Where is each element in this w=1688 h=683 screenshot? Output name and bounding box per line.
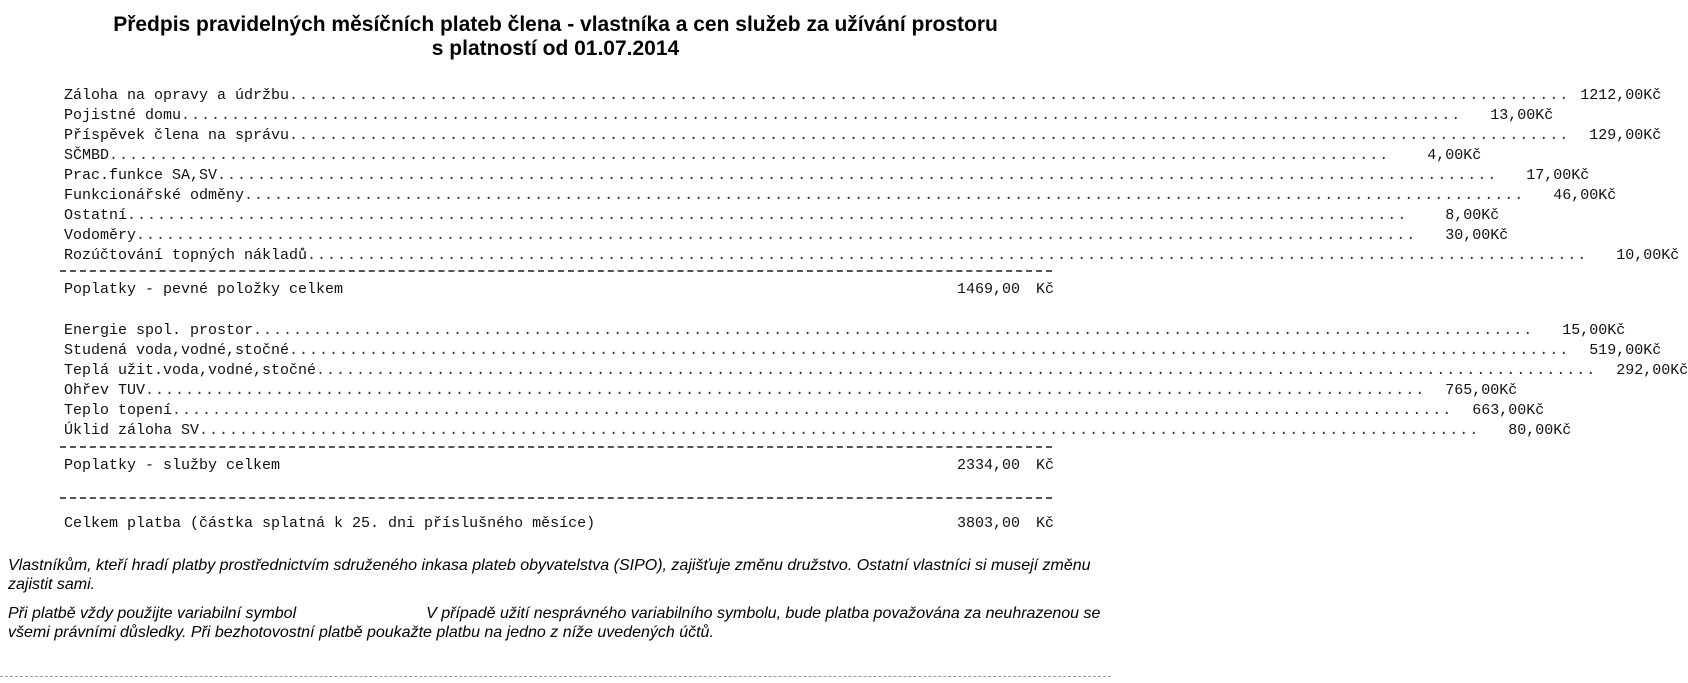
- line-item-row: [64, 359, 1688, 379]
- line-item-currency: Kč: [1598, 187, 1617, 204]
- line-item-label: Energie spol. prostor: [64, 322, 254, 339]
- line-item-amount: 4,00: [1427, 147, 1464, 164]
- line-item-label: Rozúčtování topných nákladů: [64, 247, 308, 264]
- document-subtitle-validity: s platností od 01.07.2014: [431, 37, 680, 60]
- fixed-total-amount: 1469,00: [956, 281, 1020, 298]
- grand-total-currency: Kč: [1035, 515, 1054, 532]
- line-item-currency: Kč: [1553, 422, 1572, 439]
- line-item-row: [64, 399, 1545, 419]
- vs-note-part2: V případě užití nesprávného variabilního symbolu, bude platba považována za neuhrazenou se všemi právními důsledky. Při bezhotovostní platbě poukažte platbu na jedno z níže uvedených účtů.: [8, 605, 1101, 641]
- leader-dots: ................................................................................................................................: [109, 147, 1390, 164]
- leader-dots: ................................................................................................................................: [127, 207, 1408, 224]
- line-item-amount: 8,00: [1445, 207, 1482, 224]
- line-item-currency: Kč: [1643, 87, 1662, 104]
- variable-symbol-note: [8, 604, 1103, 642]
- line-item-amount: 519,00: [1589, 342, 1644, 359]
- leader-dots: ................................................................................................................................: [172, 402, 1453, 419]
- line-item-currency: Kč: [1607, 322, 1626, 339]
- line-item-amount: 15,00: [1562, 322, 1608, 339]
- line-item-currency: Kč: [1661, 247, 1680, 264]
- document-title: Předpis pravidelných měsíčních plateb člena - vlastníka a cen služeb za užívání prostoru: [113, 13, 998, 36]
- leader-dots: ................................................................................................................................: [307, 247, 1588, 264]
- line-item-label: Teplo topení: [64, 402, 173, 419]
- line-item-label: Vodoměry: [64, 227, 137, 244]
- line-item-amount: 13,00: [1490, 107, 1536, 124]
- line-item-currency: Kč: [1643, 127, 1662, 144]
- leader-dots: ................................................................................................................................: [217, 167, 1498, 184]
- section-divider: [60, 497, 1052, 499]
- fixed-items-total-row: [64, 278, 1054, 298]
- line-item-currency: Kč: [1463, 147, 1482, 164]
- services-total-amount: 2334,00: [956, 457, 1020, 474]
- line-item-label: Příspěvek člena na správu: [64, 127, 290, 144]
- services-total-currency: Kč: [1035, 457, 1054, 474]
- leader-dots: ................................................................................................................................: [289, 87, 1570, 104]
- line-item-amount: 30,00: [1445, 227, 1491, 244]
- line-item-row: [64, 124, 1662, 144]
- line-item-currency: Kč: [1490, 227, 1509, 244]
- line-item-row: [64, 244, 1680, 264]
- leader-dots: ................................................................................................................................: [136, 227, 1417, 244]
- section-divider: [60, 270, 1052, 272]
- line-item-row: [64, 319, 1626, 339]
- line-item-label: Ostatní: [64, 207, 128, 224]
- line-item-currency: Kč: [1643, 342, 1662, 359]
- leader-dots: ................................................................................................................................: [181, 107, 1462, 124]
- fixed-total-label: Poplatky - pevné položky celkem: [64, 281, 344, 298]
- line-item-amount: 46,00: [1553, 187, 1599, 204]
- line-item-amount: 663,00: [1472, 402, 1527, 419]
- line-item-currency: Kč: [1670, 362, 1688, 379]
- line-item-label: Záloha na opravy a údržbu: [64, 87, 290, 104]
- line-item-label: Úklid záloha SV: [64, 422, 200, 439]
- line-item-label: Pojistné domu: [64, 107, 182, 124]
- line-item-amount: 17,00: [1526, 167, 1572, 184]
- line-item-amount: 1212,00: [1580, 87, 1644, 104]
- vs-note-part1: Při platbě vždy použijte variabilní symbol: [8, 605, 297, 622]
- leader-dots: ................................................................................................................................: [145, 382, 1426, 399]
- line-item-label: Funkcionářské odměny: [64, 187, 245, 204]
- line-item-amount: 292,00: [1616, 362, 1671, 379]
- leader-dots: ................................................................................................................................: [253, 322, 1534, 339]
- leader-dots: ................................................................................................................................: [316, 362, 1597, 379]
- line-item-label: Prac.funkce SA,SV: [64, 167, 218, 184]
- grand-total-label: Celkem platba (částka splatná k 25. dni příslušného měsíce): [64, 515, 596, 532]
- line-item-label: SČMBD: [64, 147, 110, 164]
- line-item-amount: 765,00: [1445, 382, 1500, 399]
- leader-dots: ................................................................................................................................: [289, 127, 1570, 144]
- line-item-label: Teplá užit.voda,vodné,stočné: [64, 362, 317, 379]
- line-item-amount: 10,00: [1616, 247, 1662, 264]
- line-item-row: [64, 204, 1500, 224]
- line-item-amount: 129,00: [1589, 127, 1644, 144]
- line-item-currency: Kč: [1571, 167, 1590, 184]
- line-item-row: [64, 144, 1482, 164]
- line-item-row: [64, 419, 1572, 439]
- line-item-row: [64, 224, 1509, 244]
- section-divider: [60, 446, 1052, 448]
- line-item-label: Studená voda,vodné,stočné: [64, 342, 290, 359]
- grand-total-amount: 3803,00: [956, 515, 1020, 532]
- line-item-row: [64, 164, 1590, 184]
- line-item-currency: Kč: [1499, 382, 1518, 399]
- line-item-label: Ohřev TUV: [64, 382, 146, 399]
- fixed-total-currency: Kč: [1035, 281, 1054, 298]
- sipo-note: Vlastníkům, kteří hradí platby prostřednictvím sdruženého inkasa plateb obyvatelstva (SIPO), zajišťuje změnu družstvo. Ostatní vlastníci si musejí změnu zajistit sami.: [8, 557, 1091, 593]
- line-item-row: [64, 184, 1617, 204]
- bottom-rule: [0, 676, 1111, 677]
- services-total-label: Poplatky - služby celkem: [64, 457, 281, 474]
- leader-dots: ................................................................................................................................: [199, 422, 1480, 439]
- line-item-currency: Kč: [1526, 402, 1545, 419]
- line-item-row: [64, 84, 1662, 104]
- line-item-row: [64, 379, 1518, 399]
- leader-dots: ................................................................................................................................: [289, 342, 1570, 359]
- line-item-row: [64, 104, 1554, 124]
- line-item-amount: 80,00: [1508, 422, 1554, 439]
- grand-total-row: [64, 512, 1054, 532]
- leader-dots: ................................................................................................................................: [244, 187, 1525, 204]
- line-item-row: [64, 339, 1662, 359]
- services-total-row: [64, 454, 1054, 474]
- line-item-currency: Kč: [1535, 107, 1554, 124]
- line-item-currency: Kč: [1481, 207, 1500, 224]
